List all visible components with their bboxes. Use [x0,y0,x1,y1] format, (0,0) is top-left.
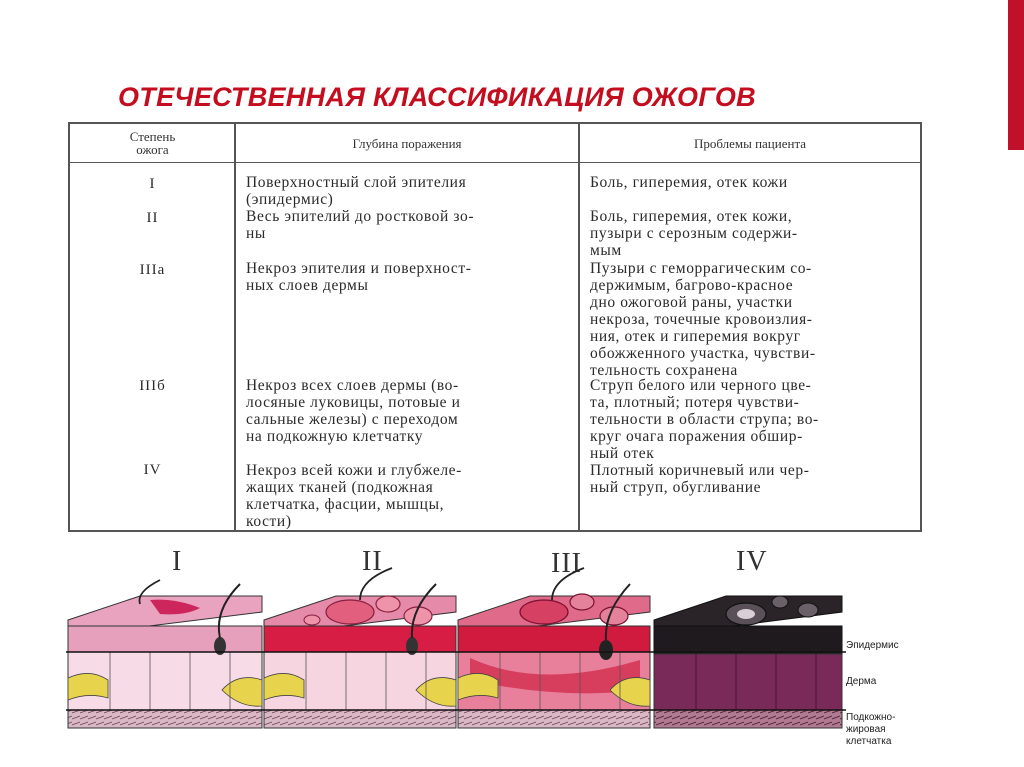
label-epidermis: Эпидермис [846,640,899,651]
label-subcutis: Подкожно- жировая клетчатка [846,712,896,747]
skin-block-stage-1 [68,580,262,728]
row-depth: Весь эпителий до ростковой зо- ны [246,208,475,242]
row-problems: Боль, гиперемия, отек кожи [590,174,788,191]
blister [570,594,594,610]
header-depth: Глубина поражения [352,135,462,151]
page-title: ОТЕЧЕСТВЕННАЯ КЛАССИФИКАЦИЯ ОЖОГОВ [118,82,756,112]
subcutis [264,710,456,728]
burn-depth-diagram [0,540,846,767]
column-divider [578,124,580,530]
corner-accent-bar [1008,0,1024,150]
stage-label-4: IV [736,546,768,577]
row-problems: Пузыри с геморрагическим со- держимым, багрово-красное дно ожоговой раны, участки некроза, точечные кровоизлия- ния, отек и гиперемия вокруг обожженного участка, чувстви- тельность сохранена [590,260,816,379]
subcutis [458,710,650,728]
stage-label-3: III [551,548,582,579]
blister [520,600,568,624]
skin-block-stage-3 [458,568,650,728]
blister [600,607,628,625]
row-depth: Некроз эпителия и поверхност- ных слоев дермы [246,260,472,294]
header-problems: Проблемы пациента [693,135,807,151]
dermis [654,654,842,710]
row-degree: IIIб [139,378,166,394]
row-depth: Некроз всех слоев дермы (во- лосяные луковицы, потовые и сальные железы) с переходом на подкожную клетчатку [246,377,461,445]
hair-follicle [599,640,613,660]
skin-block-stage-2 [264,568,456,728]
row-problems: Боль, гиперемия, отек кожи, пузыри с серозным содержи- мым [590,208,798,259]
row-degree: I [149,176,156,192]
row-degree: IIIа [139,262,166,278]
classification-table [68,122,922,532]
stage-label-1: I [172,546,183,577]
row-depth: Некроз всей кожи и глубжеле- жащих тканей (подкожная клетчатка, фасции, мышцы, кости) [246,462,462,530]
row-degree: IV [143,462,162,478]
skin-block-stage-4 [654,596,842,728]
row-degree: II [146,210,159,226]
label-dermis: Дерма [846,676,877,687]
row-depth: Поверхностный слой эпителия (эпидермис) [246,174,467,208]
stage-label-2: II [362,546,383,577]
blister [326,600,374,624]
subcutis [654,710,842,728]
subcutis [68,710,262,728]
row-problems: Струп белого или черного цве- та, плотный; потеря чувстви- тельности в области струпа; во- круг очага поражения обшир- ный отек [590,377,819,462]
header-degree: Степень ожога [129,129,176,157]
burn-area [264,626,456,652]
blister [376,596,400,612]
row-problems: Плотный коричневый или чер- ный струп, обугливание [590,462,810,496]
